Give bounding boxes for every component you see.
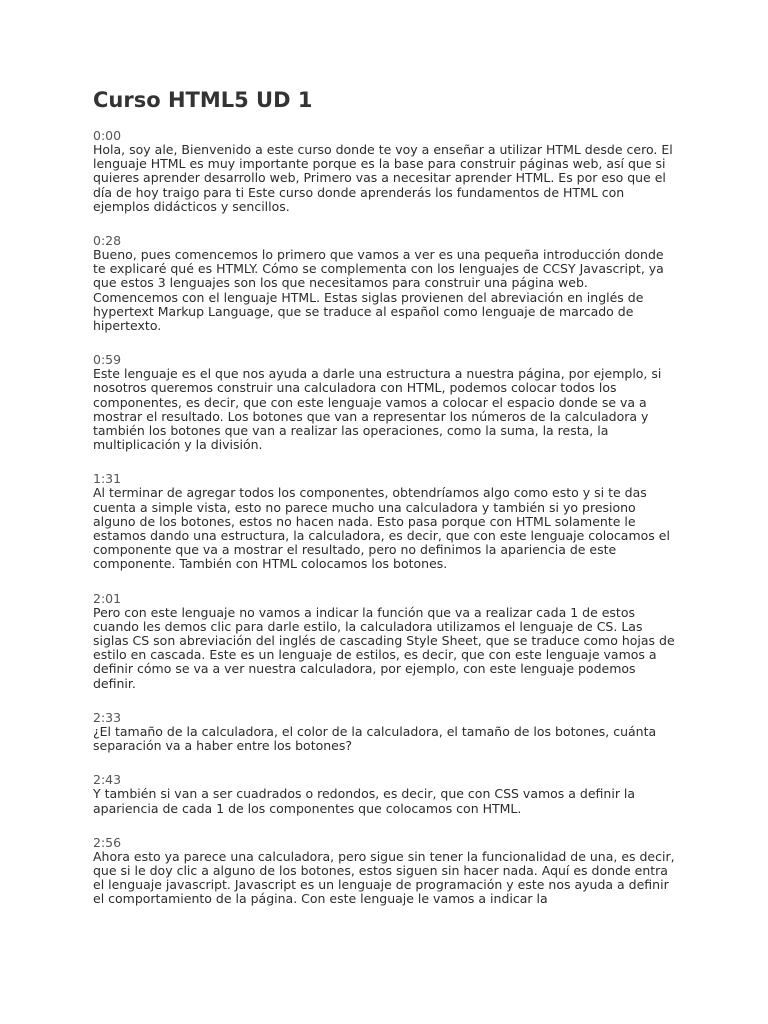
segment-timestamp: 1:31 xyxy=(93,471,122,487)
transcript-segment xyxy=(93,234,675,333)
transcript-segment xyxy=(93,129,675,214)
transcript-segment xyxy=(93,353,675,452)
transcript-segment xyxy=(93,711,675,753)
segment-text: Y también si van a ser cuadrados o redondos, es decir, que con CSS vamos a definir la apariencia de cada 1 de los componentes que colocamos con HTML. xyxy=(93,786,636,816)
document-page xyxy=(93,86,675,927)
segment-timestamp: 2:01 xyxy=(93,590,122,606)
transcript-segment xyxy=(93,773,675,815)
segment-timestamp: 0:59 xyxy=(93,352,122,368)
segment-text: ¿El tamaño de la calculadora, el color de la calculadora, el tamaño de los botones, cuánta separación va a haber entre los botones? xyxy=(93,723,657,754)
segment-text: Al terminar de agregar todos los componentes, obtendríamos algo como esto y si te das cuenta a simple vista, esto no parece mucho una calculadora y también si yo presiono alguno de los botones, estos no hacen nada. Esto pasa porque con HTML solamente le estamos dando una estructura, la calculadora, es decir, que con este lenguaje colocamos el componente que va a mostrar el resultado, pero no definimos la apariencia de este componente. También con HTML colocamos los botones. xyxy=(93,485,670,572)
transcript-segment xyxy=(93,592,675,691)
segment-timestamp: 2:56 xyxy=(93,834,122,850)
segment-text: Bueno, pues comencemos lo primero que vamos a ver es una pequeña introducción donde te explicaré qué es HTMLY. Cómo se complementa con los lenguajes de CCSY Javascript, ya que estos 3 lenguajes son los que necesitamos para construir una página web. Comencemos con el lenguaje HTML. Estas siglas provienen del abreviación en inglés de hypertext Markup Language, que se traduce al español como lenguaje de marcado de hipertexto. xyxy=(93,247,664,334)
segment-text: Este lenguaje es el que nos ayuda a darle una estructura a nuestra página, por ejemplo, si nosotros queremos construir una calculadora con HTML, podemos colocar todos los componentes, es decir, que con este lenguaje vamos a colocar el espacio donde se va a mostrar el resultado. Los botones que van a representar los números de la calculadora y también los botones que van a realizar las operaciones, como la suma, la resta, la multiplicación y la división. xyxy=(93,366,662,453)
segment-timestamp: 2:43 xyxy=(93,772,122,788)
transcript-segment xyxy=(93,472,675,571)
segment-timestamp: 0:28 xyxy=(93,233,122,249)
transcript-segment xyxy=(93,836,675,907)
document-title: Curso HTML5 UD 1 xyxy=(93,88,313,112)
segment-text: Hola, soy ale, Bienvenido a este curso donde te voy a enseñar a utilizar HTML desde cero. El lenguaje HTML es muy importante porque es la base para construir páginas web, así que si quieres aprender desarrollo web, Primero vas a necesitar aprender HTML. Es por eso que el día de hoy traigo para ti Este curso donde aprenderás los fundamentos de HTML con ejemplos didácticos y sencillos. xyxy=(93,142,673,214)
segment-timestamp: 2:33 xyxy=(93,709,122,725)
segment-timestamp: 0:00 xyxy=(93,128,122,143)
segment-text: Ahora esto ya parece una calculadora, pero sigue sin tener la funcionalidad de una, es decir, que si le doy clic a alguno de los botones, estos siguen sin hacer nada. Aquí es donde entra el lenguaje javascript. Javascript es un lenguaje de programación y este nos ayuda a definir el comportamiento de la página. Con este lenguaje le vamos a indicar la xyxy=(93,848,675,907)
segment-text: Pero con este lenguaje no vamos a indicar la función que va a realizar cada 1 de estos cuando les demos clic para darle estilo, la calculadora utilizamos el lenguaje de CS. Las siglas CS son abreviación del inglés de cascading Style Sheet, que se traduce como hojas de estilo en cascada. Este es un lenguaje de estilos, es decir, que con este lenguaje vamos a definir cómo se va a ver nuestra calculadora, por ejemplo, con este lenguaje podemos definir. xyxy=(93,604,675,691)
